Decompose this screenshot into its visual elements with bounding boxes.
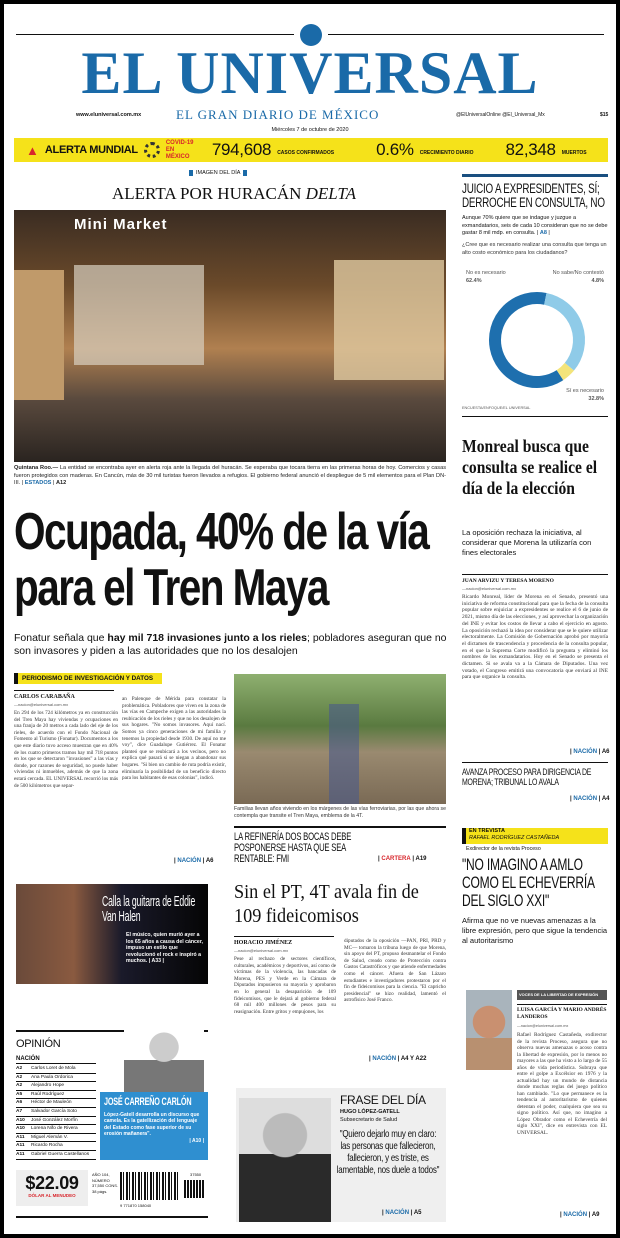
opinion-page: A7	[16, 1108, 23, 1114]
quote-text: "Quiero dejarlo muy en claro: las personas que fallecieron, fallecieron, y es triste, es lamentable, nos duele a todos"	[336, 1128, 440, 1176]
poll-headline[interactable]: JUICIO A EXPRESIDENTES, SÍ; DERROCHE EN CONSULTA, NO	[462, 181, 605, 210]
image-of-day-title	[14, 184, 454, 204]
featured-columnist-box[interactable]	[100, 1092, 208, 1160]
warning-icon: ▲	[26, 142, 39, 158]
growth-label: CRECIMIENTO DIARIO	[419, 150, 474, 156]
donut-value: 62.4%	[466, 278, 482, 284]
fideicomisos-col-2: diputados de la oposición —PAN, PRI, PRD y MC— tomaron la tribuna luego de que Morena, sin apoyo del PT, propuso desmantelar el Fondo de Salud, creado como de Protección contra Gastos Catastróficos y que atiende enfermedades como el cáncer. Afuera de San Lázaro estudiantes e investigadores protestaron por el fin de fideicomisos para la ciencia. "El capricho presidencial" se hizo realidad, lamentó el astrofísico José Franco.	[344, 938, 446, 1004]
opinion-page: A11	[16, 1143, 25, 1149]
featured-quote: López-Gatell desarrolla un discurso que camela. Es la gatellización del lenguaje del Estado como fase superior de su erosión mañanera".	[104, 1112, 200, 1138]
interview-tag-box	[462, 828, 608, 844]
deaths-value: 82,348	[505, 140, 556, 159]
masthead-subtitle: EL GRAN DIARIO DE MÉXICO	[176, 107, 380, 122]
donut-value: 32.8%	[588, 396, 604, 402]
growth-value: 0.6%	[376, 140, 414, 159]
quote-ref[interactable]: | NACIÓN | A5	[382, 1210, 422, 1216]
barcode	[120, 1172, 178, 1200]
opinion-columnist: Ana Paula Ordorica	[31, 1074, 73, 1080]
opinion-page: A10	[16, 1126, 25, 1132]
opinion-item[interactable]	[16, 1108, 96, 1117]
morena-headline[interactable]: AVANZA PROCESO PARA DIRIGENCIA DE MORENA; TRIBUNAL LO AVALA	[462, 767, 592, 788]
opinion-columnist: Salvador García Soto	[31, 1108, 77, 1114]
section: NACIÓN	[372, 1056, 397, 1062]
section-link[interactable]: ESTADOS	[24, 480, 52, 487]
page: A5	[413, 1210, 422, 1216]
opinion-item[interactable]	[16, 1099, 96, 1108]
opinion-columnist: Miguel Alemán V.	[31, 1134, 68, 1140]
social-handles: @ElUniversalOnline @El_Universal_Mx	[456, 112, 545, 118]
title-text: ALERTA POR HURACÁN	[112, 184, 302, 203]
donut-label: No sabe/No contestó	[552, 270, 604, 276]
main-author: CARLOS CARABAÑA	[14, 694, 75, 700]
opinion-page: A6	[16, 1100, 23, 1106]
opinion-item[interactable]	[16, 1151, 96, 1160]
barcode-small: 37550	[190, 1172, 202, 1177]
poll-deck: Aunque 70% quiere que se indague y juzgue a exmandatarios, seis de cada 10 consideran que no se debe gastar 8 mil mdp. en consulta. | A8 |	[462, 215, 608, 236]
barcode-addon	[184, 1180, 204, 1198]
title-italic: DELTA	[305, 184, 356, 203]
opinion-title: OPINIÓN	[16, 1038, 61, 1050]
interview-headline[interactable]: "NO IMAGINO A AMLO COMO EL ECHEVERRÍA DEL SIGLO XXI"	[462, 856, 595, 910]
opinion-columnist: José González Morfín	[31, 1117, 78, 1123]
opinion-list	[16, 1065, 96, 1160]
interview-email[interactable]: —nacion@eluniversal.com.mx	[517, 1024, 569, 1028]
opinion-page: A11	[16, 1134, 25, 1140]
section: NACIÓN	[177, 858, 202, 864]
monreal-body: Ricardo Monreal, líder de Morena en el Senado, presentó una iniciativa de reforma constitucional para que la fecha de la consulta popular sobre enjuiciar a expresidentes se realice el 6 de junio de 2021, mismo día de las elecciones, y así aprovechar la organización del INE y evitar los costos de llevar a cabo el ejercicio en agosto. La oposición rechazó la idea por considerar que se le quiere utilizar electoralmente. La Comisión de Gobernación aprobó por mayoría el dictamen de trascendencia y procedencia de la consulta popular, en el que la Suprema Corte modificó la pregunta y eliminó los nombres de los exmandatarios. Hoy en el Senado se presenta el dictamen. Si se avala va a la Cámara de Diputados. Una vez votado, el Congreso emitirá una convocatoria que enviará al INE para que organice la consulta.	[462, 594, 608, 681]
opinion-page: A2	[16, 1074, 23, 1080]
page: A6	[601, 749, 610, 755]
fideicomisos-author: HORACIO JIMÉNEZ	[234, 940, 293, 946]
interview-tag: EN TREVISTA	[469, 828, 505, 834]
opinion-columnist: Alejandro Hope	[31, 1083, 65, 1089]
section: CARTERA	[381, 856, 411, 862]
donut-value: 4.8%	[591, 278, 604, 284]
quote-name: HUGO LÓPEZ-GATELL	[340, 1109, 400, 1115]
featured-name: JOSÉ CARREÑO CARLÓN	[104, 1096, 192, 1108]
covid-alert-bar	[14, 138, 608, 162]
page: A10	[192, 1137, 202, 1144]
eddie-body: El músico, quien murió ayer a los 65 años a causa del cáncer, impuso un estilo que revolucionó el rock e inspiró a muchos. | A33 |	[126, 932, 203, 965]
dollar-box	[16, 1170, 88, 1206]
hurricane-photo[interactable]	[14, 210, 446, 462]
headline-line-1: Ocupada, 40% de la vía	[14, 503, 429, 561]
cases-value: 794,608	[211, 140, 272, 159]
opinion-page: A5	[16, 1091, 23, 1097]
eddie-text: El músico, quien murió ayer a los 65 años a causa del cáncer, impuso un estilo que revolucionó el rock e inspiró a muchos.	[126, 932, 203, 965]
poll-donut-chart	[462, 266, 608, 404]
opinion-item[interactable]	[16, 1091, 96, 1100]
page: A6	[205, 858, 214, 864]
main-email[interactable]: —nacion@eluniversal.com.mx	[14, 702, 69, 707]
eddie-van-halen-photo[interactable]	[16, 884, 208, 984]
donut-slice	[545, 299, 579, 367]
opinion-page: A11	[16, 1151, 25, 1157]
image-of-day-tag: IMAGEN DEL DÍA	[189, 170, 247, 176]
eddie-headline: Calla la guitarra de Eddie Van Halen	[102, 893, 196, 925]
masthead-title[interactable]: EL UNIVERSAL	[81, 40, 539, 106]
covid-label: COVID-19 EN MÉXICO	[165, 139, 194, 160]
issue-info: AÑO 104, NÚMERO 37,550 CONS. 38 págs.	[92, 1172, 119, 1194]
investigation-tag: PERIODISMO DE INVESTIGACIÓN Y DATOS	[14, 673, 162, 684]
monreal-email[interactable]: —nacion@eluniversal.com.mx	[462, 586, 517, 591]
section: NACIÓN	[563, 1212, 588, 1218]
caption-lead: Quintana Roo.—	[14, 465, 59, 471]
opinion-columnist: Carlos Loret de Mola	[31, 1066, 76, 1071]
opinion-item[interactable]	[16, 1117, 96, 1126]
featured-page: | A10 |	[189, 1137, 204, 1144]
page: A4	[601, 796, 610, 802]
monreal-headline[interactable]: Monreal busca que consulta se realice el día de la elección	[462, 436, 598, 498]
rodriguez-photo	[466, 990, 512, 1070]
deaths-label: MUERTOS	[561, 150, 587, 156]
page: A9	[591, 1212, 600, 1218]
hurricane-caption: Quintana Roo.— La entidad se encontraba ayer en alerta roja ante la llegada del huracán. Se esperaba que tocara tierra en las primeras horas de hoy. Comercios y casas fueron protegidos con maderas. En Cancún, más de 30 mil turistas fueron llevados a refugios. El gobierno federal anunció el despliegue de 5 mil elementos para el Plan DN-III. | ESTADOS | A12	[14, 465, 446, 487]
donut-label: Sí es necesario	[566, 388, 604, 394]
virus-icon	[144, 142, 160, 158]
opinion-columnist: Raúl Rodríguez	[31, 1091, 65, 1097]
opinion-section: NACIÓN	[16, 1056, 96, 1064]
donut-slice	[560, 367, 569, 375]
opinion-item[interactable]	[16, 1065, 96, 1074]
section: NACIÓN	[573, 749, 598, 755]
deck-pre: Fonatur señala que	[14, 632, 108, 644]
caption-text: La entidad se encontraba ayer en alerta roja ante la llegada del huracán. Se esperaba que tocara tierra en las primeras horas de hoy. Comercios y casas fueron protegidos con maderas. En Cancún, más de 30 mil turistas fueron llevados a refugios. El gobierno federal anunció el despliegue de 5 mil elementos para el Plan DN-III.	[14, 465, 446, 487]
interview-deck: Afirma que no ve nuevas amenazas a la libre expresión, pero que sigue la tendencia al autoritarismo	[462, 916, 608, 945]
opinion-page: A2	[16, 1066, 23, 1071]
interview-box-tag: VOCES DE LA LIBERTAD DE EXPRESIÓN	[517, 990, 607, 1000]
opinion-page: A2	[16, 1083, 23, 1089]
headline-line-2: para el Tren Maya	[14, 559, 328, 617]
donut-label: No es necesario	[466, 270, 506, 276]
section: NACIÓN	[385, 1210, 410, 1216]
opinion-columnist: Héctor de Mauleón	[31, 1100, 72, 1106]
page-ref: A12	[55, 480, 67, 487]
main-ref[interactable]: | NACIÓN | A6	[174, 858, 214, 864]
donut-slice	[495, 298, 560, 382]
deck-post: ; pobladores aseguran que no son invasores y piden a las autoridades que no los desalojen	[14, 632, 447, 657]
website[interactable]: www.eluniversal.com.mx	[76, 112, 142, 118]
alert-label: ALERTA MUNDIAL	[44, 144, 138, 156]
monreal-deck: La oposición rechaza la iniciativa, al considerar que Morena la utilizaría con fines electorales	[462, 528, 592, 557]
date: Miércoles 7 de octubre de 2020	[271, 127, 349, 133]
poll-source: ENCUESTA/ENFOQUE/EL UNIVERSAL	[462, 406, 531, 410]
interview-body: Rafael Rodríguez Castañeda, exdirector de la revista Proceso, asegura que no observa nuevas amenazas o acoso contra la libertad de expresión, por lo menos no mayores a las que ha visto a lo largo de 55 años de vida periodística. Subraya que entre el golpe a Excélsior en 1976 y la actualidad hay un mundo de distancia donde muchas reglas del juego político han cambiado. "Lo que permanece es la tendencia al autoritarismo de quienes detentan el poder, cualquiera que sea su signo político. Así que, no imagino a López Obrador como el Echeverría del siglo XXI", dice en entrevista con EL UNIVERSAL.	[517, 1032, 607, 1136]
page: A8	[539, 230, 547, 236]
main-deck	[14, 632, 454, 658]
quote-title: FRASE DEL DÍA	[340, 1093, 426, 1107]
cases-label: CASOS CONFIRMADOS	[277, 150, 335, 156]
interview-name: RAFAEL RODRÍGUEZ CASTAÑEDA	[469, 835, 560, 841]
page: A19	[415, 856, 427, 862]
opinion-item[interactable]	[16, 1125, 96, 1134]
fideicomisos-ref[interactable]: | NACIÓN | A4 Y A22	[369, 1056, 427, 1062]
refinery-ref[interactable]: | CARTERA | A19	[378, 856, 427, 862]
carreno-photo	[124, 1028, 204, 1092]
page: A4 Y A22	[400, 1056, 427, 1062]
poll-question: ¿Cree que es necesario realizar una consulta que tenga un alto costo económico para los ciudadanos?	[462, 242, 607, 256]
opinion-columnist: Ricardo Rocha	[31, 1143, 63, 1149]
interview-author: LUISA GARCÍA Y MARIO ANDRÉS LANDEROS	[517, 1007, 607, 1020]
morena-ref[interactable]: | NACIÓN | A4	[570, 796, 610, 802]
front-page	[4, 4, 616, 1234]
deck-bold: hay mil 718 invasiones junto a los rieles	[107, 632, 307, 644]
main-headline[interactable]	[14, 504, 435, 616]
price-small: $15	[600, 112, 609, 118]
interview-role: Exdirector de la revista Proceso	[466, 846, 541, 852]
monreal-author: JUAN ARVIZU Y TERESA MORENO	[462, 578, 554, 584]
refinery-headline[interactable]: LA REFINERÍA DOS BOCAS DEBE POSPONERSE HASTA QUE SEA RENTABLE: FMI	[234, 831, 352, 865]
dollar-value: $22.09	[25, 1173, 79, 1193]
opinion-columnist: Gabriel Guerra Castellanos	[31, 1151, 90, 1157]
fideicomisos-col-1: Pese al rechazo de sectores científicos, culturales, académicos y deportivos, así como de víctimas de la violencia, las bancadas de Morena, PES y Verde en la Cámara de Diputados impusieron su mayoría y aprobaron en lo general la desaparición de 109 fideicomisos, que le dejará al gobierno federal 68 mil 400 millones de pesos para su reasignación. Entre gritos y empujones, los	[234, 956, 336, 1015]
fideicomisos-headline[interactable]: Sin el PT, 4T avala fin de 109 fideicomisos	[234, 881, 419, 927]
opinion-page: A10	[16, 1117, 25, 1123]
deck-text: Aunque 70% quiere que se indague y juzgue a exmandatarios, seis de cada 10 consideran que no se debe gastar 8 mil mdp. en consulta.	[462, 215, 608, 236]
section: NACIÓN	[573, 796, 598, 802]
dollar-label: DÓLAR AL MENUDEO	[28, 1193, 76, 1198]
monreal-ref[interactable]: | NACIÓN | A6	[570, 749, 610, 755]
quote-role: Subsecretario de Salud	[340, 1117, 398, 1123]
mini-market-sign: Mini Market	[74, 216, 168, 233]
main-col-1: En 294 de los 724 kilómetros ya en construcción del Tren Maya hay viviendas y ocupaciones en una franja de 20 metros a cada lado del eje de los rieles, de acuerdo con el Fondo Nacional de Fomento al Turismo (Fonatur). Documentos a los que este diario tuvo acceso muestran que en 40% de los cuatro primeros tramos hay mil 718 puntos en los que se detectaron "invasiones" a las vías y donde, por razones de seguridad, no puede haber viviendas ni inmuebles, además de que la zona estará cercada. EL UNIVERSAL recorrió los más de 500 kilómetros que separ-	[14, 710, 118, 789]
tren-maya-caption: Familias llevan años viviendo en los márgenes de las vías ferroviarias, por las que ahora se contempla que transite el Tren Maya, emblema de la 4T.	[234, 806, 446, 819]
eddie-page: A33	[151, 958, 162, 965]
barcode-number: 9 771870 158040	[120, 1203, 152, 1208]
opinion-item[interactable]	[16, 1082, 96, 1091]
opinion-item[interactable]	[16, 1142, 96, 1151]
interview-ref[interactable]: | NACIÓN | A9	[560, 1212, 600, 1218]
lopez-gatell-photo	[239, 1098, 331, 1222]
opinion-item[interactable]	[16, 1134, 96, 1143]
opinion-item[interactable]	[16, 1074, 96, 1083]
main-col-2: an Palenque de Mérida para constatar la problemática. Pobladores que viven en la zona de las vías en Campeche exigen a las autoridades la reubicación de los rieles y que no los desalojen de sus hogares. "No somos invasores. Aquí nací. Somos ya cinco generaciones de mi familia y tenemos la propiedad desde 1930. De aquí no me voy", dice Guadalupe Gutiérrez. El Fonatur planteó que se reubicará a los vecinos, pero no explica qué pasará si se niegan a abandonar sus hogares. "Si bien un cambio de ruta podría existir, eliminaría la posibilidad de un beneficio directo para los habitantes de esas colonias", indicó.	[122, 696, 226, 782]
tren-maya-photo[interactable]	[234, 674, 446, 804]
opinion-columnist: Lorena Nifo de Rivera	[31, 1126, 78, 1132]
fideicomisos-email[interactable]: —nacion@eluniversal.com.mx	[234, 948, 289, 953]
